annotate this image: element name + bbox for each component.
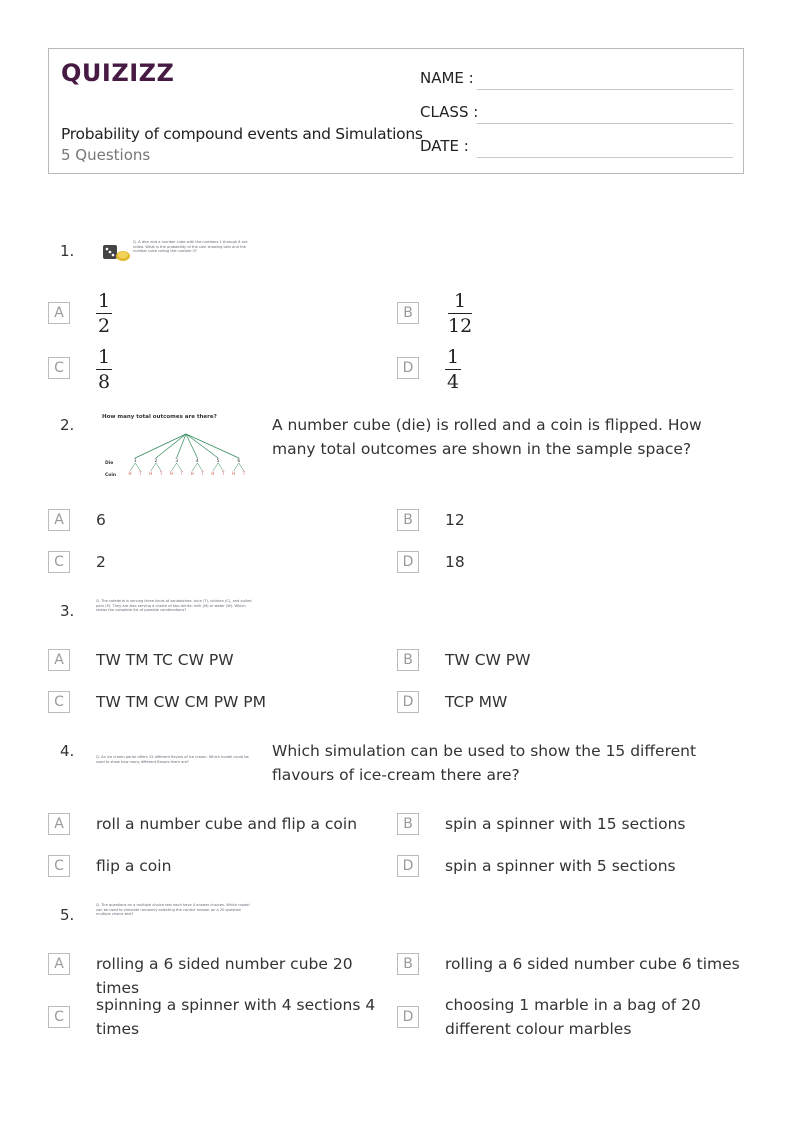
tree-die-value: 1	[133, 459, 137, 464]
option-text[interactable]: rolling a 6 sided number cube 6 times	[445, 955, 740, 973]
tree-row-label-coin: Coin	[105, 473, 117, 478]
fraction-numerator: 1	[454, 290, 467, 312]
question-number: 3.	[60, 602, 75, 620]
tree-die-value: 2	[154, 459, 158, 464]
option-text[interactable]: 18	[445, 553, 465, 571]
question-image-caption: Q. The cafeteria is serving three kinds of sandwiches: tuna (T), chicken (C), and pulled pork (P). They are also serving a choice of two drinks: milk (M) or water (W). Which shows the complete list of possible combinations?	[96, 599, 252, 613]
quizizz-logo: QUIZIZZ	[61, 59, 175, 87]
option-letter[interactable]: C	[48, 357, 70, 379]
option-letter[interactable]: D	[397, 691, 419, 713]
option-letter[interactable]: D	[397, 357, 419, 379]
question-image	[96, 754, 256, 770]
option-letter[interactable]: B	[397, 509, 419, 531]
option-text[interactable]: rolling a 6 sided number cube 20 times	[96, 955, 353, 997]
question-text: A number cube (die) is rolled and a coin is flipped. How many total outcomes are shown in the sample space?	[272, 416, 702, 458]
tree-die-value: 6	[237, 459, 241, 464]
tree-coin-value: H	[149, 471, 153, 476]
option-letter[interactable]: A	[48, 953, 70, 975]
option-letter[interactable]: C	[48, 1006, 70, 1028]
option-text[interactable]: TCP MW	[445, 693, 508, 711]
fraction-numerator: 1	[98, 346, 111, 368]
tree-diagram-image	[96, 410, 258, 480]
worksheet-title: Probability of compound events and Simulations	[61, 125, 423, 143]
fraction-denominator: 2	[98, 315, 111, 337]
option-text[interactable]: 12	[445, 511, 465, 529]
tree-branch	[171, 463, 176, 471]
option-letter[interactable]: A	[48, 509, 70, 531]
option-text[interactable]: TW TM TC CW PW	[96, 651, 234, 669]
option-letter[interactable]: D	[397, 551, 419, 573]
fraction-numerator: 1	[98, 290, 111, 312]
fraction-numerator: 1	[447, 346, 460, 368]
question-image-caption: Q. A dice and a number cube with the numbers 1 through 6 are rolled. What is the probability of the coin showing tails and the number cube rolling the number 3?	[133, 240, 248, 254]
tree-branch	[213, 463, 218, 471]
dice-coin-icon	[101, 239, 131, 269]
fraction-denominator: 12	[448, 315, 473, 337]
name-line[interactable]	[477, 89, 733, 90]
date-label: DATE :	[420, 137, 469, 155]
option-letter[interactable]: A	[48, 649, 70, 671]
option-letter[interactable]: D	[397, 855, 419, 877]
tree-die-value: 5	[216, 459, 220, 464]
question-number: 2.	[60, 416, 75, 434]
option-letter[interactable]: C	[48, 551, 70, 573]
tree-branch	[151, 463, 156, 471]
name-label: NAME :	[420, 69, 474, 87]
tree-coin-value: H	[169, 471, 173, 476]
name-field[interactable]	[420, 69, 733, 93]
tree-diagram	[96, 410, 258, 480]
option-letter[interactable]: B	[397, 953, 419, 975]
tree-branch	[186, 434, 197, 458]
tree-branch	[218, 463, 223, 471]
option-fraction[interactable]	[445, 346, 461, 393]
option-text[interactable]: flip a coin	[96, 857, 172, 875]
option-text[interactable]: spinning a spinner with 4 sections 4 times	[96, 996, 376, 1038]
option-fraction[interactable]	[96, 346, 112, 393]
option-letter[interactable]: A	[48, 813, 70, 835]
tree-coin-values	[128, 471, 245, 476]
fraction-denominator: 8	[98, 371, 111, 393]
question-image	[96, 902, 256, 922]
tree-coin-value: H	[211, 471, 215, 476]
question-number: 4.	[60, 742, 75, 760]
question-image	[101, 238, 257, 270]
option-letter[interactable]: B	[397, 649, 419, 671]
tree-die-value: 4	[195, 459, 199, 464]
option-letter[interactable]: C	[48, 691, 70, 713]
tree-die-value: 3	[175, 459, 179, 464]
tree-branch	[177, 463, 182, 471]
tree-branch	[192, 463, 197, 471]
option-text[interactable]: choosing 1 marble in a bag of 20 different colour marbles	[445, 996, 701, 1038]
tree-die-values	[134, 458, 241, 464]
option-letter[interactable]: D	[397, 1006, 419, 1028]
worksheet-header	[48, 48, 744, 174]
tree-branches	[130, 434, 244, 471]
option-text[interactable]: TW CW PW	[445, 651, 531, 669]
option-text[interactable]: roll a number cube and flip a coin	[96, 815, 358, 833]
option-text[interactable]: TW TM CW CM PW PM	[96, 693, 267, 711]
date-field[interactable]	[420, 137, 733, 161]
tree-row-label-die: Die	[105, 461, 114, 466]
tree-branch	[234, 463, 239, 471]
fraction-denominator: 4	[447, 371, 460, 393]
option-text[interactable]: 2	[96, 553, 106, 571]
tree-coin-value: T	[242, 471, 246, 476]
class-line[interactable]	[477, 123, 733, 124]
option-letter[interactable]: C	[48, 855, 70, 877]
tree-branch	[186, 434, 239, 458]
option-text[interactable]: 6	[96, 511, 106, 529]
tree-branch	[135, 463, 140, 471]
option-letter[interactable]: B	[397, 813, 419, 835]
option-fraction[interactable]	[96, 290, 112, 337]
option-letter[interactable]: A	[48, 302, 70, 324]
question-number: 1.	[60, 242, 75, 260]
tree-coin-value: T	[180, 471, 184, 476]
class-label: CLASS :	[420, 103, 479, 121]
class-field[interactable]	[420, 103, 733, 127]
date-line[interactable]	[477, 157, 733, 158]
question-number: 5.	[60, 906, 75, 924]
tree-branch	[130, 463, 135, 471]
option-fraction[interactable]	[448, 290, 472, 337]
tree-coin-value: T	[201, 471, 204, 476]
option-letter[interactable]: B	[397, 302, 419, 324]
option-text[interactable]: spin a spinner with 15 sections	[445, 815, 686, 833]
tree-branch	[156, 463, 161, 471]
tree-branch	[186, 434, 218, 458]
tree-coin-value: T	[222, 471, 225, 476]
question-count: 5 Questions	[61, 146, 151, 164]
tree-coin-value: H	[128, 471, 132, 476]
question-image-caption: Q. The questions on a multiple choice test each have 4 answer choices. Which model can be used to simulate randomly selecting the correct answer on a 20 question multiple choice test?	[96, 903, 250, 917]
tree-coin-value: H	[232, 471, 236, 476]
question-text: Which simulation can be used to show the 15 different flavours of ice-cream there are?	[272, 742, 697, 784]
tree-coin-value: T	[159, 471, 163, 476]
question-image	[96, 598, 256, 618]
tree-coin-value: H	[190, 471, 194, 476]
tree-branch	[197, 463, 202, 471]
tree-branch	[239, 463, 244, 471]
tree-diagram-title: How many total outcomes are there?	[102, 414, 217, 420]
question-image-caption: Q. An ice cream parlor offers 15 different flavors of ice cream. Which model could be used to show how many different flavors there are?	[96, 755, 249, 764]
tree-coin-value: T	[139, 471, 142, 476]
option-text[interactable]: spin a spinner with 5 sections	[445, 857, 676, 875]
